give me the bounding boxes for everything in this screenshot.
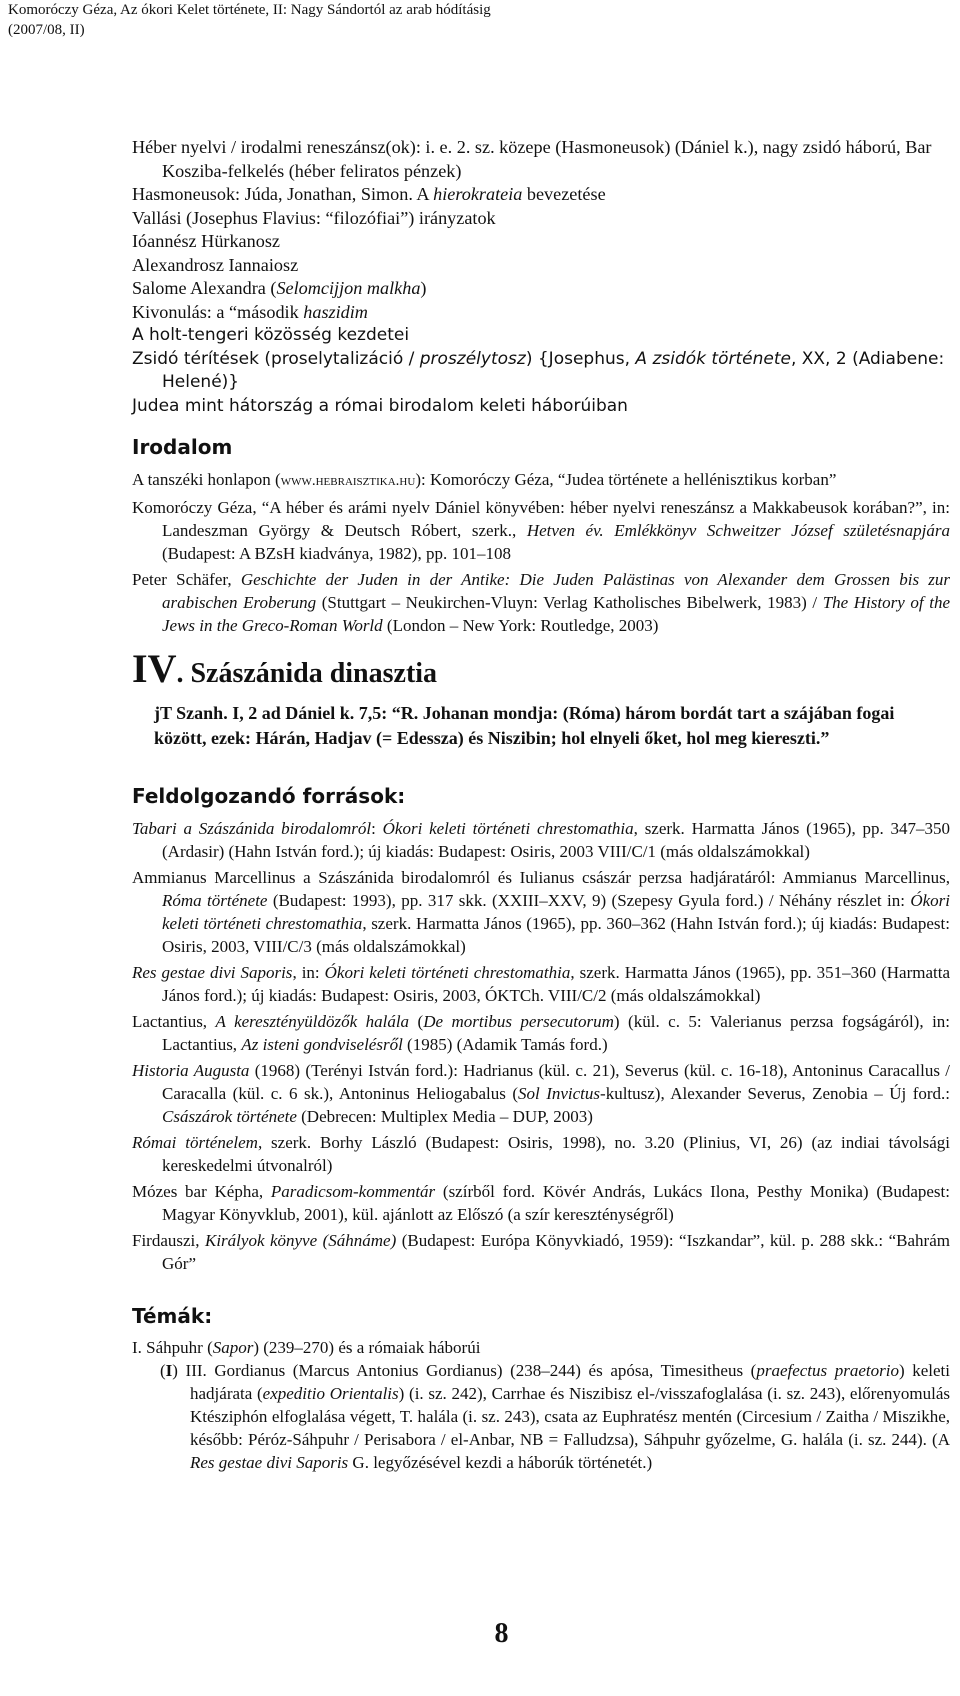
header-year: (2007/08, II) — [8, 22, 85, 38]
source-item: Mózes bar Képha, Paradicsom-kommentár (szírből ford. Kövér András, Lukács Ilona, Pesthy Monika) (Budapest: Magyar Könyvklub, 2001), kül. ajánlott az Előszó (a szír kereszténységről) — [132, 1181, 950, 1224]
source-item: Lactantius, A keresztényüldözők halála (De mortibus persecutorum) (kül. c. 5: Valerianus perzsa fogságáról), in: Lactantius, Az isteni gondviselésről (1985) (Adamik Tamás ford.) — [132, 1011, 951, 1054]
topic-item: I. Sáhpuhr (Sapor) (239–270) és a rómaiak háborúi — [132, 1338, 481, 1357]
outline-item: Ióannész Hürkanosz — [132, 231, 280, 251]
outline-item: A holt-tengeri közösség kezdetei — [132, 325, 410, 345]
chapter-roman: IV — [132, 645, 177, 691]
section-heading-topics: Témák: — [132, 1303, 213, 1328]
outline-item: Judea mint hátország a római birodalom keleti háborúiban — [132, 395, 628, 416]
sources-list — [132, 817, 950, 1275]
bibliography-item: A tanszéki honlapon (www.hebraisztika.hu): Komoróczy Géza, “Judea története a hellénisztikus korban” — [132, 469, 837, 489]
page-number: 8 — [494, 1618, 509, 1649]
header-title: Komoróczy Géza, Az ókori Kelet története, II: Nagy Sándortól az arab hódításig — [8, 2, 491, 18]
outline-item: Zsidó térítések (proselytalizáció / proszélytosz) {Josephus, A zsidók története, XX, 2 (Adiabene: Helené)} — [132, 348, 945, 392]
section-heading-irodalom: Irodalom — [132, 435, 233, 459]
source-item: Historia Augusta (1968) (Terényi István ford.): Hadrianus (kül. c. 21), Severus (kül. c. 16-18), Antoninus Caracallus / Caracalla (kül. c. 6 sk.), Antoninus Heliogabalus (Sol Invictus-kultusz), Alexander Severus, Zenobia – Új ford.: Császárok története (Debrecen: Multiplex Media – DUP, 2003) — [132, 1060, 951, 1126]
running-header — [8, 0, 491, 40]
section-heading-sources: Feldolgozandó források: — [132, 784, 406, 808]
source-item: Római történelem, szerk. Borhy László (Budapest: Osiris, 1998), no. 3.20 (Plinius, VI, 26) (az indiai távolsági kereskedelmi útvonalról) — [132, 1132, 950, 1175]
page-content — [132, 136, 950, 1474]
source-item: Tabari a Szászánida birodalomról: Ókori keleti történeti chrestomathia, szerk. Harmatta János (1965), pp. 347–350 (Ardasir) (Hahn István ford.); új kiadás: Budapest: Osiris, 2003 VIII/C/1 (más oldalszámokkal) — [132, 818, 950, 861]
outline-item: Vallási (Josephus Flavius: “filozófiai”) irányzatok — [132, 207, 496, 228]
outline-item: Hasmoneusok: Júda, Jonathan, Simon. A hierokrateia bevezetése — [132, 184, 606, 204]
source-item: Firdauszi, Királyok könyve (Sáhnáme) (Budapest: Európa Könyvkiadó, 1959): “Iszkandar”, kül. p. 288 skk.: “Bahrám Gór” — [132, 1230, 950, 1273]
bibliography-item: Komoróczy Géza, “A héber és arámi nyelv Dániel könyvében: héber nyelvi reneszánsz a Makkabeusok korában?”, in: Landeszman György & Deutsch Róbert, szerk., Hetven év. Emlékkönyv Schweitzer József születésnapjára (Budapest: A BZsH kiadványa, 1982), pp. 101–108 — [132, 497, 950, 563]
outline-list — [132, 136, 950, 418]
topic-subitem: (I) III. Gordianus (Marcus Antonius Gordianus) (238–244) és apósa, Timesitheus (praefectus praetorio) keleti hadjárata (expeditio Orientalis) (i. sz. 242), Carrhae és Niszibisz el-/visszafoglalása (i. sz. 243), előrenyomulás Ktésziphón elfoglalása végett, T. halála (i. sz. 243), csata az Euphratész mentén (Circesium / Zaitha / Miszikhe, később: Péróz-Sáhpuhr / Perisabora / el-Anbar, NB = Falludzsa), Sáhpuhr győzelme, G. halála (i. sz. 244). (A Res gestae divi Saporis G. legyőzésével kezdi a háborúk történetét.) — [160, 1361, 950, 1472]
bibliography-item: Peter Schäfer, Geschichte der Juden in der Antike: Die Juden Palästinas von Alexander dem Grossen bis zur arabischen Eroberung (Stuttgart – Neukirchen-Vluyn: Verlag Katholisches Bibelwerk, 1983) / The History of the Jews in the Greco-Roman World (London – New York: Routledge, 2003) — [132, 569, 950, 635]
chapter-title — [132, 645, 950, 691]
epigraph-quote: jT Szanh. I, 2 ad Dániel k. 7,5: “R. Johanan mondja: (Róma) három bordát tart a szájában fogai között, ezek: Hárán, Hadjav (= Edessza) és Niszibin; hol elnyeli őket, hol meg kiereszti.” — [154, 703, 895, 748]
source-item: Res gestae divi Saporis, in: Ókori keleti történeti chrestomathia, szerk. Harmatta János (1965), pp. 351–360 (Harmatta János ford.); új kiadás: Budapest: Osiris, 2003, ÓKTCh. VIII/C/2 (más oldalszámokkal) — [132, 962, 950, 1005]
website-link[interactable]: www.hebraisztika.hu — [280, 472, 416, 489]
chapter-name: . Szászánida dinasztia — [176, 657, 438, 689]
outline-item: Salome Alexandra (Selomcijjon malkha) — [132, 278, 427, 298]
topics-list — [132, 1336, 950, 1474]
outline-item: Kivonulás: a “második haszidim — [132, 301, 368, 322]
source-item: Ammianus Marcellinus a Szászánida birodalomról és Iulianus császár perzsa hadjáratáról: Ammianus Marcellinus, Róma története (Budapest: 1993), pp. 317 skk. (XXIII–XXV, 9) (Szepesy Gyula ford.) / Néhány részlet in: Ókori keleti történeti chrestomathia, szerk. Harmatta János (1965), pp. 360–362 (Hahn István ford.); új kiadás: Budapest: Osiris, 2003, VIII/C/3 (más oldalszámokkal) — [132, 867, 950, 956]
outline-item: Alexandrosz Iannaiosz — [132, 254, 299, 275]
outline-item: Héber nyelvi / irodalmi reneszánsz(ok): i. e. 2. sz. közepe (Hasmoneusok) (Dániel k.), nagy zsidó háború, Bar Kosziba-felkelés (héber feliratos pénzek) — [132, 137, 932, 181]
bibliography-list — [132, 468, 950, 637]
